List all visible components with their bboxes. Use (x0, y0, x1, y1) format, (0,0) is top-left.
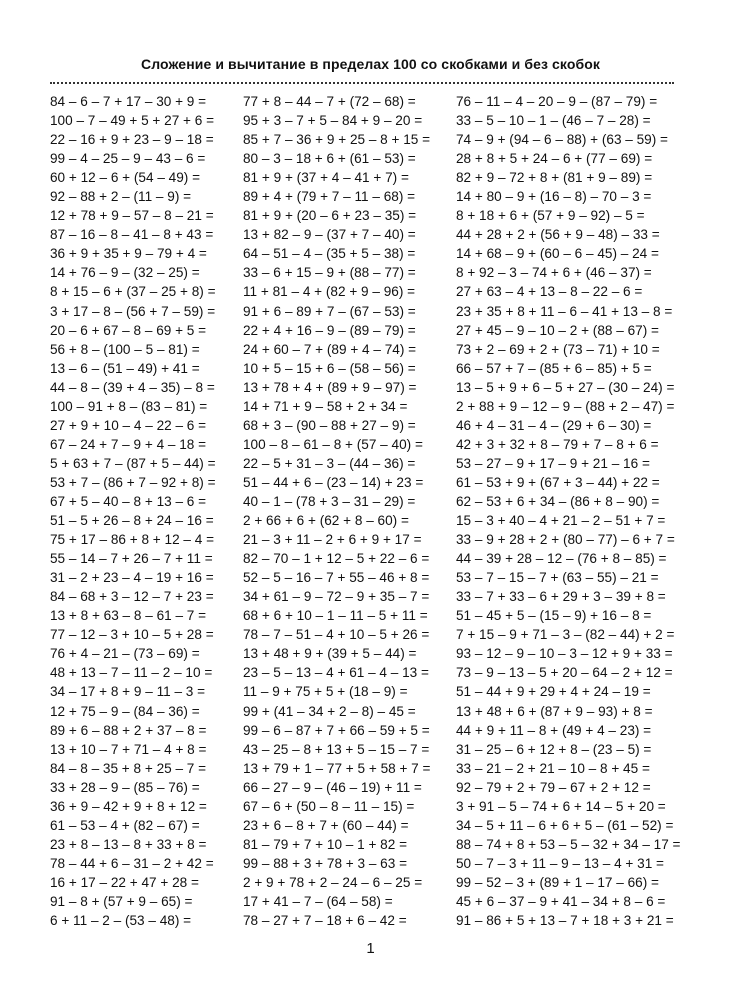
exercise-item: 14 + 76 – 9 – (32 – 25) = (50, 265, 200, 281)
exercise-item: 87 – 16 – 8 – 41 – 8 + 43 = (50, 227, 214, 243)
exercise-item: 91 – 86 + 5 + 13 – 7 + 18 + 3 + 21 = (456, 913, 674, 929)
exercise-item: 81 + 9 + (37 + 4 – 41 + 7) = (243, 170, 409, 186)
exercise-item: 14 + 71 + 9 – 58 + 2 + 34 = (243, 398, 408, 414)
exercise-item: 34 – 5 + 11 – 6 + 6 + 5 – (61 – 52) = (456, 817, 674, 833)
exercise-column-1 (50, 92, 216, 930)
exercise-item: 91 – 8 + (57 + 9 – 65) = (50, 893, 193, 909)
exercise-item: 12 + 78 + 9 – 57 – 8 – 21 = (50, 208, 214, 224)
exercise-item: 64 – 51 – 4 – (35 + 5 – 38) = (243, 246, 416, 262)
exercise-item: 82 + 9 – 72 + 8 + (81 + 9 – 89) = (456, 170, 653, 186)
exercise-item: 33 – 9 + 28 + 2 + (80 – 77) – 6 + 7 = (456, 532, 675, 548)
exercise-item: 13 + 8 + 63 – 8 – 61 – 7 = (50, 608, 207, 624)
exercise-item: 36 + 9 + 35 + 9 – 79 + 4 = (50, 246, 207, 262)
exercise-item: 6 + 11 – 2 – (53 – 48) = (50, 913, 192, 929)
exercise-item: 33 + 28 – 9 – (85 – 76) = (50, 779, 200, 795)
exercise-item: 43 – 25 – 8 + 13 + 5 – 15 – 7 = (243, 741, 430, 757)
exercise-item: 40 – 1 – (78 + 3 – 31 – 29) = (243, 493, 416, 509)
exercise-item: 21 – 3 + 11 – 2 + 6 + 9 + 17 = (243, 532, 422, 548)
page-title: Сложение и вычитание в пределах 100 со скобками и без скобок (140, 56, 601, 72)
exercise-column-3 (456, 92, 681, 930)
exercise-item: 2 + 66 + 6 + (62 + 8 – 60) = (243, 513, 409, 529)
exercise-item: 8 + 18 + 6 + (57 + 9 – 92) – 5 = (456, 208, 645, 224)
exercise-item: 100 – 8 – 61 – 8 + (57 – 40) = (243, 436, 423, 452)
exercise-item: 31 – 25 – 6 + 12 + 8 – (23 – 5) = (456, 741, 652, 757)
exercise-item: 73 – 9 – 13 – 5 + 20 – 64 – 2 + 12 = (456, 665, 673, 681)
exercise-item: 82 – 70 – 1 + 12 – 5 + 22 – 6 = (243, 551, 430, 567)
exercise-item: 44 – 39 + 28 – 12 – (76 + 8 – 85) = (456, 551, 667, 567)
exercise-item: 99 – 88 + 3 + 78 + 3 – 63 = (243, 855, 408, 871)
exercise-item: 13 + 10 – 7 + 71 – 4 + 8 = (50, 741, 207, 757)
exercise-item: 99 + (41 – 34 + 2 – 8) – 45 = (243, 703, 416, 719)
exercise-item: 91 + 6 – 89 + 7 – (67 – 53) = (243, 303, 416, 319)
exercise-item: 61 – 53 + 9 + (67 + 3 – 44) + 22 = (456, 474, 660, 490)
exercise-item: 80 – 3 – 18 + 6 + (61 – 53) = (243, 151, 416, 167)
exercise-item: 7 + 15 – 9 + 71 – 3 – (82 – 44) + 2 = (456, 627, 675, 643)
exercise-item: 44 + 28 + 2 + (56 + 9 – 48) – 33 = (456, 227, 660, 243)
exercise-item: 27 + 45 – 9 – 10 – 2 + (88 – 67) = (456, 322, 659, 338)
exercise-item: 51 – 5 + 26 – 8 + 24 – 16 = (50, 513, 214, 529)
exercise-item: 33 – 6 + 15 – 9 + (88 – 77) = (243, 265, 416, 281)
exercise-item: 13 + 78 + 4 + (89 + 9 – 97) = (243, 379, 417, 395)
exercise-item: 36 + 9 – 42 + 9 + 8 + 12 = (50, 798, 207, 814)
exercise-item: 27 + 63 – 4 + 13 – 8 – 22 – 6 = (456, 284, 643, 300)
exercise-item: 99 – 4 – 25 – 9 – 43 – 6 = (50, 151, 206, 167)
exercise-item: 22 – 16 + 9 + 23 – 9 – 18 = (50, 132, 214, 148)
exercise-item: 31 – 2 + 23 – 4 – 19 + 16 = (50, 570, 214, 586)
exercise-item: 13 + 79 + 1 – 77 + 5 + 58 + 7 = (243, 760, 431, 776)
exercise-item: 13 + 48 + 9 + (39 + 5 – 44) = (243, 646, 417, 662)
exercise-item: 33 – 21 – 2 + 21 – 10 – 8 + 45 = (456, 760, 650, 776)
exercise-column-2 (243, 92, 430, 930)
exercise-item: 45 + 6 – 37 – 9 + 41 – 34 + 8 – 6 = (456, 893, 666, 909)
exercise-item: 34 – 17 + 8 + 9 – 11 – 3 = (50, 684, 206, 700)
exercise-item: 67 – 24 + 7 – 9 + 4 – 18 = (50, 436, 207, 452)
exercise-item: 84 – 68 + 3 – 12 – 7 + 23 = (50, 589, 214, 605)
exercise-item: 95 + 3 – 7 + 5 – 84 + 9 – 20 = (243, 113, 423, 129)
exercise-item: 53 + 7 – (86 + 7 – 92 + 8) = (50, 474, 216, 490)
exercise-item: 20 – 6 + 67 – 8 – 69 + 5 = (50, 322, 207, 338)
exercise-item: 84 – 8 – 35 + 8 + 25 – 7 = (50, 760, 207, 776)
exercise-item: 15 – 3 + 40 – 4 + 21 – 2 – 51 + 7 = (456, 513, 666, 529)
exercise-item: 14 + 68 – 9 + (60 – 6 – 45) – 24 = (456, 246, 659, 262)
exercise-item: 78 – 44 + 6 – 31 – 2 + 42 = (50, 855, 214, 871)
exercise-item: 52 – 5 – 16 – 7 + 55 – 46 + 8 = (243, 570, 430, 586)
exercise-item: 81 – 79 + 7 + 10 – 1 + 82 = (243, 836, 408, 852)
exercise-item: 78 – 27 + 7 – 18 + 6 – 42 = (243, 913, 407, 929)
exercise-item: 23 – 5 – 13 – 4 + 61 – 4 – 13 = (243, 665, 429, 681)
exercise-item: 22 + 4 + 16 – 9 – (89 – 79) = (243, 322, 416, 338)
exercise-item: 33 – 5 – 10 – 1 – (46 – 7 – 28) = (456, 113, 651, 129)
exercise-item: 2 + 9 + 78 + 2 – 24 – 6 – 25 = (243, 874, 423, 890)
exercise-item: 3 + 91 – 5 – 74 + 6 + 14 – 5 + 20 = (456, 798, 666, 814)
exercise-item: 44 + 9 + 11 – 8 + (49 + 4 – 23) = (456, 722, 652, 738)
exercise-item: 88 – 74 + 8 + 53 – 5 – 32 + 34 – 17 = (456, 836, 681, 852)
exercise-item: 100 – 7 – 49 + 5 + 27 + 6 = (50, 113, 215, 129)
exercise-item: 78 – 7 – 51 – 4 + 10 – 5 + 26 = (243, 627, 430, 643)
exercise-item: 53 – 7 – 15 – 7 + (63 – 55) – 21 = (456, 570, 659, 586)
page-number: 1 (366, 940, 375, 957)
exercise-item: 51 – 44 + 9 + 29 + 4 + 24 – 19 = (456, 684, 651, 700)
exercise-item: 12 + 75 – 9 – (84 – 36) = (50, 703, 200, 719)
exercise-item: 62 – 53 + 6 + 34 – (86 + 8 – 90) = (456, 493, 660, 509)
exercise-item: 42 + 3 + 32 + 8 – 79 + 7 – 8 + 6 = (456, 436, 659, 452)
exercise-item: 68 + 3 – (90 – 88 + 27 – 9) = (243, 417, 416, 433)
exercise-item: 92 – 88 + 2 – (11 – 9) = (50, 189, 192, 205)
exercise-item: 76 – 11 – 4 – 20 – 9 – (87 – 79) = (456, 94, 658, 109)
exercise-item: 13 + 48 + 6 + (87 + 9 – 93) + 8 = (456, 703, 653, 719)
exercise-item: 24 + 60 – 7 + (89 + 4 – 74) = (243, 341, 417, 357)
exercise-item: 13 – 6 – (51 – 49) + 41 = (50, 360, 200, 376)
exercise-item: 48 + 13 – 7 – 11 – 2 – 10 = (50, 665, 213, 681)
dotted-divider (50, 82, 674, 84)
exercise-item: 46 + 4 – 31 – 4 – (29 + 6 – 30) = (456, 417, 652, 433)
exercise-item: 50 – 7 – 3 + 11 – 9 – 13 – 4 + 31 = (456, 855, 664, 871)
exercise-item: 66 – 27 – 9 – (46 – 19) + 11 = (243, 779, 422, 795)
exercise-item: 11 + 81 – 4 + (82 + 9 – 96) = (243, 284, 416, 300)
exercise-item: 89 + 6 – 88 + 2 + 37 – 8 = (50, 722, 207, 738)
exercise-item: 27 + 9 + 10 – 4 – 22 – 6 = (50, 417, 207, 433)
exercise-item: 34 + 61 – 9 – 72 – 9 + 35 – 7 = (243, 589, 430, 605)
exercise-item: 61 – 53 – 4 + (82 – 67) = (50, 817, 200, 833)
exercise-item: 66 – 57 + 7 – (85 + 6 – 85) + 5 = (456, 360, 652, 376)
exercise-item: 99 – 52 – 3 + (89 + 1 – 17 – 66) = (456, 874, 659, 890)
exercise-item: 33 – 7 + 33 – 6 + 29 + 3 – 39 + 8 = (456, 589, 666, 605)
exercise-item: 92 – 79 + 2 + 79 – 67 + 2 + 12 = (456, 779, 651, 795)
exercise-item: 23 + 35 + 8 + 11 – 6 – 41 + 13 – 8 = (456, 303, 673, 319)
exercise-item: 89 + 4 + (79 + 7 – 11 – 68) = (243, 189, 416, 205)
exercise-item: 16 + 17 – 22 + 47 + 28 = (50, 874, 199, 890)
exercise-item: 77 – 12 – 3 + 10 – 5 + 28 = (50, 627, 214, 643)
exercise-item: 99 – 6 – 87 + 7 + 66 – 59 + 5 = (243, 722, 430, 738)
exercise-item: 28 + 8 + 5 + 24 – 6 + (77 – 69) = (456, 151, 653, 167)
exercise-item: 60 + 12 – 6 + (54 – 49) = (50, 170, 201, 186)
exercise-item: 22 – 5 + 31 – 3 – (44 – 36) = (243, 455, 416, 471)
exercise-item: 84 – 6 – 7 + 17 – 30 + 9 = (50, 94, 207, 109)
exercise-item: 11 – 9 + 75 + 5 + (18 – 9) = (243, 684, 408, 700)
exercise-item: 3 + 17 – 8 – (56 + 7 – 59) = (50, 303, 216, 319)
exercise-item: 85 + 7 – 36 + 9 + 25 – 8 + 15 = (243, 132, 431, 148)
exercise-item: 51 – 45 + 5 – (15 – 9) + 16 – 8 = (456, 608, 652, 624)
exercise-item: 56 + 8 – (100 – 5 – 81) = (50, 341, 200, 357)
exercise-item: 2 + 88 + 9 – 12 – 9 – (88 + 2 – 47) = (456, 398, 675, 414)
exercise-item: 8 + 92 – 3 – 74 + 6 + (46 – 37) = (456, 265, 652, 281)
exercise-item: 13 + 82 – 9 – (37 + 7 – 40) = (243, 227, 416, 243)
exercise-item: 23 + 8 – 13 – 8 + 33 + 8 = (50, 836, 207, 852)
exercise-item: 67 + 5 – 40 – 8 + 13 – 6 = (50, 493, 207, 509)
exercise-item: 67 – 6 + (50 – 8 – 11 – 15) = (243, 798, 415, 814)
exercise-item: 10 + 5 – 15 + 6 – (58 – 56) = (243, 360, 416, 376)
exercise-item: 93 – 12 – 9 – 10 – 3 – 12 + 9 + 33 = (456, 646, 673, 662)
exercise-item: 77 + 8 – 44 – 7 + (72 – 68) = (243, 94, 416, 109)
exercise-item: 74 – 9 + (94 – 6 – 88) + (63 – 59) = (456, 132, 668, 148)
exercise-item: 23 + 6 – 8 + 7 + (60 – 44) = (243, 817, 409, 833)
exercise-item: 17 + 41 – 7 – (64 – 58) = (243, 893, 393, 909)
exercise-item: 53 – 27 – 9 + 17 – 9 + 21 – 16 = (456, 455, 650, 471)
exercise-item: 8 + 15 – 6 + (37 – 25 + 8) = (50, 284, 216, 300)
exercise-item: 51 – 44 + 6 – (23 – 14) + 23 = (243, 474, 424, 490)
exercise-item: 44 – 8 – (39 + 4 – 35) – 8 = (50, 379, 215, 395)
exercise-item: 73 + 2 – 69 + 2 + (73 – 71) + 10 = (456, 341, 660, 357)
exercise-item: 76 + 4 – 21 – (73 – 69) = (50, 646, 200, 662)
exercise-item: 100 – 91 + 8 – (83 – 81) = (50, 398, 208, 414)
exercise-item: 81 + 9 + (20 – 6 + 23 – 35) = (243, 208, 417, 224)
exercise-item: 14 + 80 – 9 + (16 – 8) – 70 – 3 = (456, 189, 652, 205)
exercise-item: 5 + 63 + 7 – (87 + 5 – 44) = (50, 455, 216, 471)
exercise-item: 55 – 14 – 7 + 26 – 7 + 11 = (50, 551, 213, 567)
exercise-item: 75 + 17 – 86 + 8 + 12 – 4 = (50, 532, 215, 548)
exercise-item: 13 – 5 + 9 + 6 – 5 + 27 – (30 – 24) = (456, 379, 675, 395)
exercise-item: 68 + 6 + 10 – 1 – 11 – 5 + 11 = (243, 608, 428, 624)
